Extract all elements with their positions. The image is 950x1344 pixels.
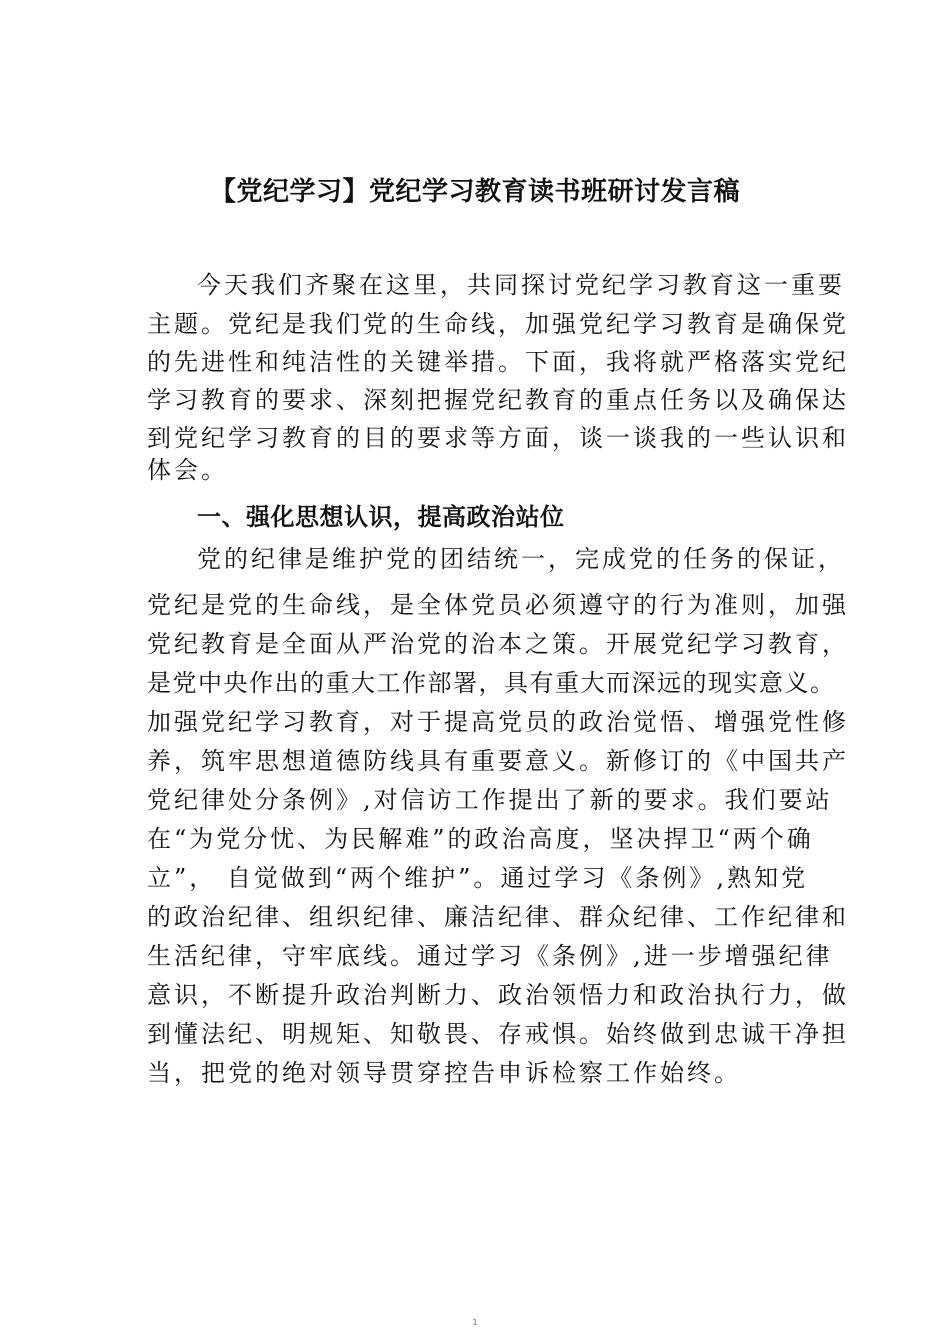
section-1-line-10: 的政治纪律、组织纪律、廉洁纪律、群众纪律、工作纪律和 — [147, 903, 849, 931]
section-1-line-7: 党纪律处分条例》,对信访工作提出了新的要求。我们要站 — [147, 786, 833, 814]
section-1-line-2: 党纪是党的生命线，是全体党员必须遵守的行为准则，加强 — [147, 591, 849, 619]
document-title: 【党纪学习】党纪学习教育读书班研讨发言稿 — [209, 177, 740, 207]
page-number: 1 — [472, 1318, 478, 1327]
intro-line-5: 到党纪学习教育的目的要求等方面，谈一谈我的一些认识和 — [147, 424, 849, 452]
section-1-line-12: 意识，不断提升政治判断力、政治领悟力和政治执行力，做 — [147, 981, 849, 1009]
section-1-line-14: 当，把党的绝对领导贯穿控告申诉检察工作始终。 — [147, 1059, 741, 1087]
section-1-line-6: 养，筑牢思想道德防线具有重要意义。新修订的《中国共产 — [147, 747, 849, 775]
section-1-line-3: 党纪教育是全面从严治党的治本之策。开展党纪学习教育， — [147, 630, 849, 658]
intro-line-3: 的先进性和纯洁性的关键举措。下面，我将就严格落实党纪 — [147, 348, 849, 376]
section-1-line-11: 生活纪律，守牢底线。通过学习《条例》,进一步增强纪律 — [147, 942, 833, 970]
section-1-line-4: 是党中央作出的重大工作部署，具有重大而深远的现实意义。 — [147, 669, 836, 697]
section-1-line-5: 加强党纪学习教育，对于提高党员的政治觉悟、增强党性修 — [147, 708, 849, 736]
intro-line-4: 学习教育的要求、深刻把握党纪教育的重点任务以及确保达 — [147, 386, 849, 414]
intro-line-6: 体会。 — [147, 456, 228, 484]
intro-line-1: 今天我们齐聚在这里，共同探讨党纪学习教育这一重要 — [197, 271, 845, 299]
section-1-line-8: 在“为党分忧、为民解难”的政治高度，坚决捍卫“两个确 — [147, 825, 814, 853]
section-1-line-13: 到懂法纪、明规矩、知敬畏、存戒惧。始终做到忠诚干净担 — [147, 1020, 849, 1048]
section-1-heading: 一、强化思想认识，提高政治站位 — [197, 503, 565, 531]
intro-line-2: 主题。党纪是我们党的生命线，加强党纪学习教育是确保党 — [147, 310, 849, 338]
section-1-line-9: 立”， 自觉做到“两个维护”。通过学习《条例》,熟知党 — [147, 864, 809, 892]
section-1-line-1: 党的纪律是维护党的团结统一，完成党的任务的保证， — [197, 545, 845, 573]
